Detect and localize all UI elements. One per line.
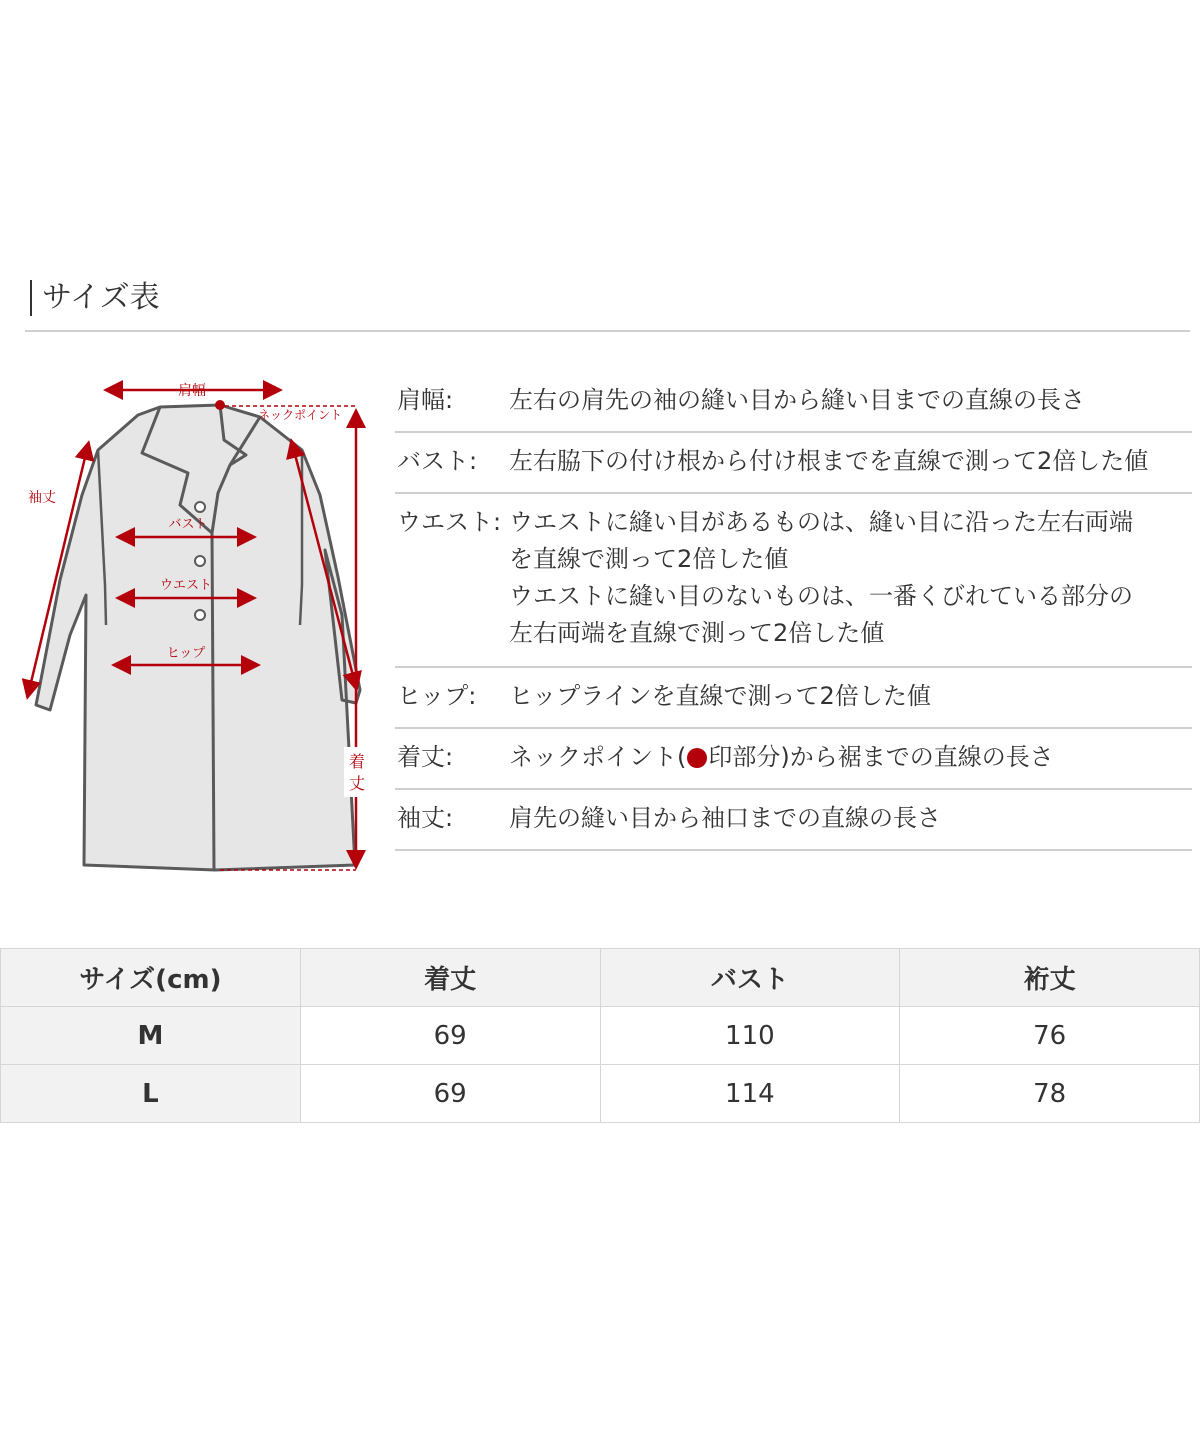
definition-text: ウエストに縫い目があるものは、縫い目に沿った左右両端 <box>509 508 1133 536</box>
neck-point-dot <box>215 400 225 410</box>
definition-bust <box>395 433 1192 494</box>
definition-text: 左右の肩先の袖の縫い目から縫い目までの直線の長さ <box>509 386 1085 414</box>
label-neck-point: ネックポイント <box>258 408 343 422</box>
definition-term: 肩幅: <box>397 386 454 414</box>
definition-text: 左右脇下の付け根から付け根までを直線で測って2倍した値 <box>509 447 1149 475</box>
label-waist: ウエスト <box>159 578 213 593</box>
definition-text: を直線で測って2倍した値 <box>509 545 789 573</box>
neck-point-marker <box>687 748 707 768</box>
definition-text: 肩先の縫い目から袖口までの直線の長さ <box>509 804 941 832</box>
size-cell: L <box>1 1065 301 1123</box>
label-length-2: 丈 <box>348 774 366 793</box>
definition-text: ヒップラインを直線で測って2倍した値 <box>509 682 931 710</box>
label-bust: バスト <box>168 517 208 532</box>
definition-waist <box>395 494 1192 668</box>
length-cell: 69 <box>300 1007 600 1065</box>
measurement-definitions <box>395 372 1192 851</box>
definition-term: 袖丈: <box>397 804 454 832</box>
header-size: サイズ(cm) <box>1 949 301 1007</box>
definition-text-before: ネックポイント( <box>509 743 687 771</box>
table-row <box>1 1007 1200 1065</box>
header-bust: バスト <box>600 949 900 1007</box>
label-length-1: 着 <box>348 752 366 771</box>
header-yuki: 裄丈 <box>900 949 1200 1007</box>
title-divider <box>25 330 1190 332</box>
definition-text-after: 印部分)から裾までの直線の長さ <box>708 743 1054 771</box>
label-shoulder: 肩幅 <box>178 383 206 399</box>
definition-sleeve <box>395 790 1192 851</box>
definition-term: ウエスト: <box>397 508 502 536</box>
bust-cell: 110 <box>600 1007 900 1065</box>
label-hip: ヒップ <box>166 646 206 661</box>
length-cell: 69 <box>300 1065 600 1123</box>
size-table <box>0 948 1200 1123</box>
definition-length <box>395 729 1192 790</box>
definition-term: ヒップ: <box>397 682 477 710</box>
yuki-cell: 78 <box>900 1065 1200 1123</box>
button-2 <box>195 556 205 566</box>
yuki-cell: 76 <box>900 1007 1200 1065</box>
definition-term: 着丈: <box>397 743 454 771</box>
definition-text: ウエストに縫い目のないものは、一番くびれている部分の <box>509 582 1133 610</box>
coat-outline <box>36 405 360 870</box>
table-row <box>1 1065 1200 1123</box>
bust-cell: 114 <box>600 1065 900 1123</box>
definition-hip <box>395 668 1192 729</box>
table-header-row <box>1 949 1200 1007</box>
button-3 <box>195 610 205 620</box>
header-length: 着丈 <box>300 949 600 1007</box>
page-title: サイズ表 <box>30 280 160 316</box>
definition-term: バスト: <box>397 447 478 475</box>
button-1 <box>195 502 205 512</box>
definition-text: 左右両端を直線で測って2倍した値 <box>509 619 885 647</box>
label-sleeve: 袖丈 <box>28 490 56 506</box>
garment-diagram <box>20 365 380 885</box>
size-cell: M <box>1 1007 301 1065</box>
definition-shoulder <box>395 372 1192 433</box>
